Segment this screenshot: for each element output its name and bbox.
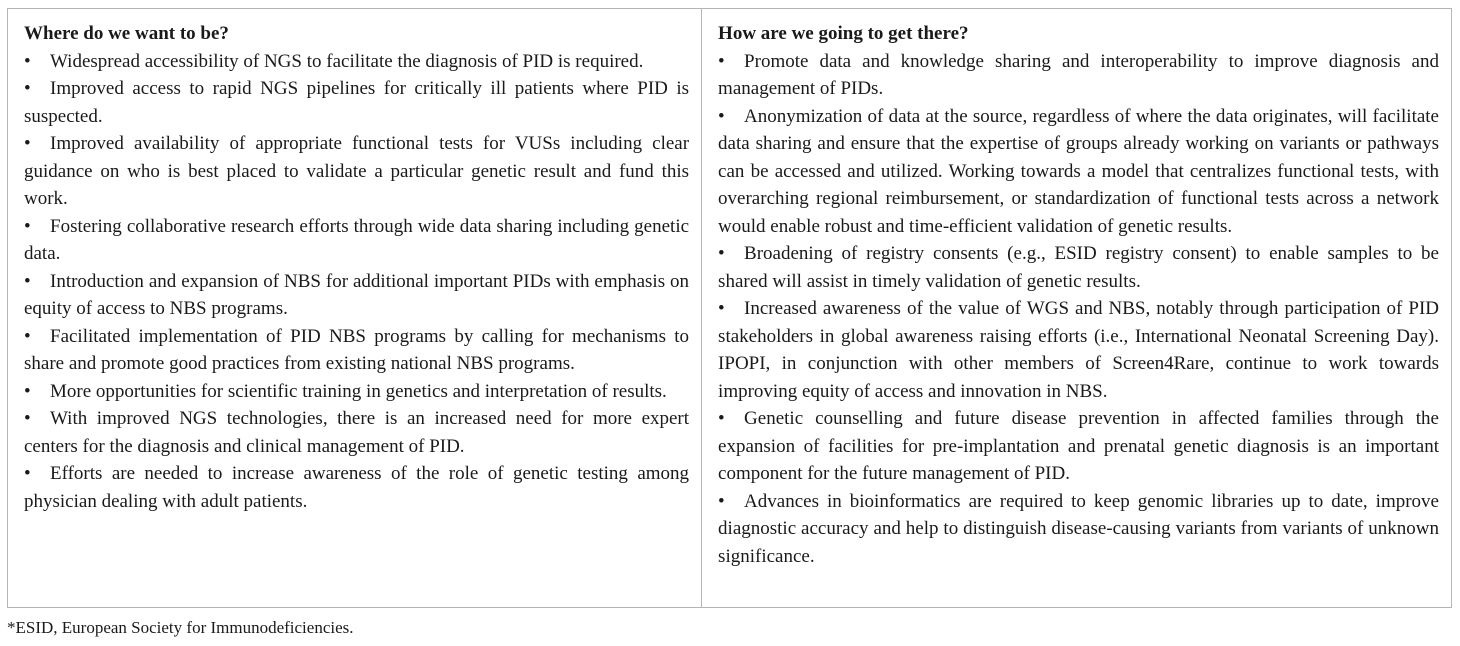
left-list-item-text: Widespread accessibility of NGS to facilitate the diagnosis of PID is required. — [50, 50, 644, 72]
right-column — [702, 9, 1451, 607]
right-list-item — [718, 240, 1439, 295]
recommendations-table — [7, 8, 1452, 608]
right-list-item-text: Increased awareness of the value of WGS and NBS, notably through participation of PID stakeholders in global awareness raising efforts (i.e., International Neonatal Screening Day). IPOPI, in conjunction with other members of Screen4Rare, continue to work towards improving equity of access and innovation in NBS. — [718, 298, 1439, 402]
right-list-item-text: Broadening of registry consents (e.g., ESID registry consent) to enable samples to be shared will assist in timely validation of genetic results. — [718, 243, 1439, 292]
right-list-item — [718, 405, 1439, 488]
bullet-icon: • — [24, 270, 31, 292]
left-list-item — [24, 268, 689, 323]
right-list-item — [718, 48, 1439, 103]
left-list-item — [24, 213, 689, 268]
left-column — [8, 9, 702, 607]
right-list-item — [718, 103, 1439, 241]
left-list-item — [24, 378, 689, 406]
table-footnote: *ESID, European Society for Immunodeficiencies. — [7, 618, 354, 637]
bullet-icon: • — [718, 408, 725, 429]
left-list-item — [24, 460, 689, 515]
bullet-icon: • — [24, 50, 31, 72]
bullet-icon: • — [718, 298, 725, 319]
left-list-item — [24, 405, 689, 460]
right-list-item-text: Genetic counselling and future disease prevention in affected families through the expansion of facilities for pre-implantation and prenatal genetic diagnosis is an important component for the future management of PID. — [718, 408, 1439, 484]
right-list-item — [718, 295, 1439, 405]
bullet-icon: • — [718, 105, 725, 127]
left-list-item-text: With improved NGS technologies, there is an increased need for more expert centers for the diagnosis and clinical management of PID. — [24, 408, 690, 457]
bullet-icon: • — [24, 215, 31, 237]
right-list-item — [718, 488, 1439, 571]
right-column-heading: How are we going to get there? — [718, 23, 969, 44]
left-item-list — [24, 48, 689, 516]
left-list-item-text: Facilitated implementation of PID NBS programs by calling for mechanisms to share and promote good practices from existing national NBS programs. — [24, 325, 690, 374]
bullet-icon: • — [24, 408, 31, 429]
bullet-icon: • — [24, 325, 31, 347]
bullet-icon: • — [24, 133, 31, 154]
right-list-item-text: Advances in bioinformatics are required to keep genomic libraries up to date, improve diagnostic accuracy and help to distinguish disease-causing variants from variants of unknown significance. — [718, 490, 1439, 567]
bullet-icon: • — [718, 490, 725, 512]
left-column-heading: Where do we want to be? — [24, 23, 229, 44]
left-list-item-text: Improved availability of appropriate functional tests for VUSs including clear guidance on who is best placed to validate a particular genetic result and fund this work. — [24, 133, 690, 209]
left-list-item-text: Improved access to rapid NGS pipelines for critically ill patients where PID is suspected. — [24, 78, 690, 127]
left-list-item-text: Introduction and expansion of NBS for additional important PIDs with emphasis on equity of access to NBS programs. — [24, 270, 690, 319]
left-list-item-text: Fostering collaborative research efforts through wide data sharing including genetic data. — [24, 215, 690, 264]
bullet-icon: • — [718, 50, 725, 72]
left-list-item-text: Efforts are needed to increase awareness of the role of genetic testing among physician dealing with adult patients. — [24, 463, 690, 512]
right-item-list — [718, 48, 1439, 571]
left-list-item — [24, 130, 689, 213]
bullet-icon: • — [24, 78, 31, 99]
bullet-icon: • — [24, 380, 31, 402]
left-list-item — [24, 75, 689, 130]
left-list-item — [24, 323, 689, 378]
left-list-item-text: More opportunities for scientific training in genetics and interpretation of results. — [50, 380, 667, 402]
right-list-item-text: Anonymization of data at the source, regardless of where the data originates, will facilitate data sharing and ensure that the expertise of groups already working on variants or pathways can be accessed and utilized. Working towards a model that centralizes functional tests, with overarching regional reimbursement, or standardization of functional tests across a network would enable robust and time-efficient validation of genetic results. — [718, 105, 1439, 237]
right-list-item-text: Promote data and knowledge sharing and interoperability to improve diagnosis and management of PIDs. — [718, 50, 1439, 99]
bullet-icon: • — [24, 463, 31, 484]
left-list-item — [24, 48, 689, 76]
bullet-icon: • — [718, 243, 725, 264]
